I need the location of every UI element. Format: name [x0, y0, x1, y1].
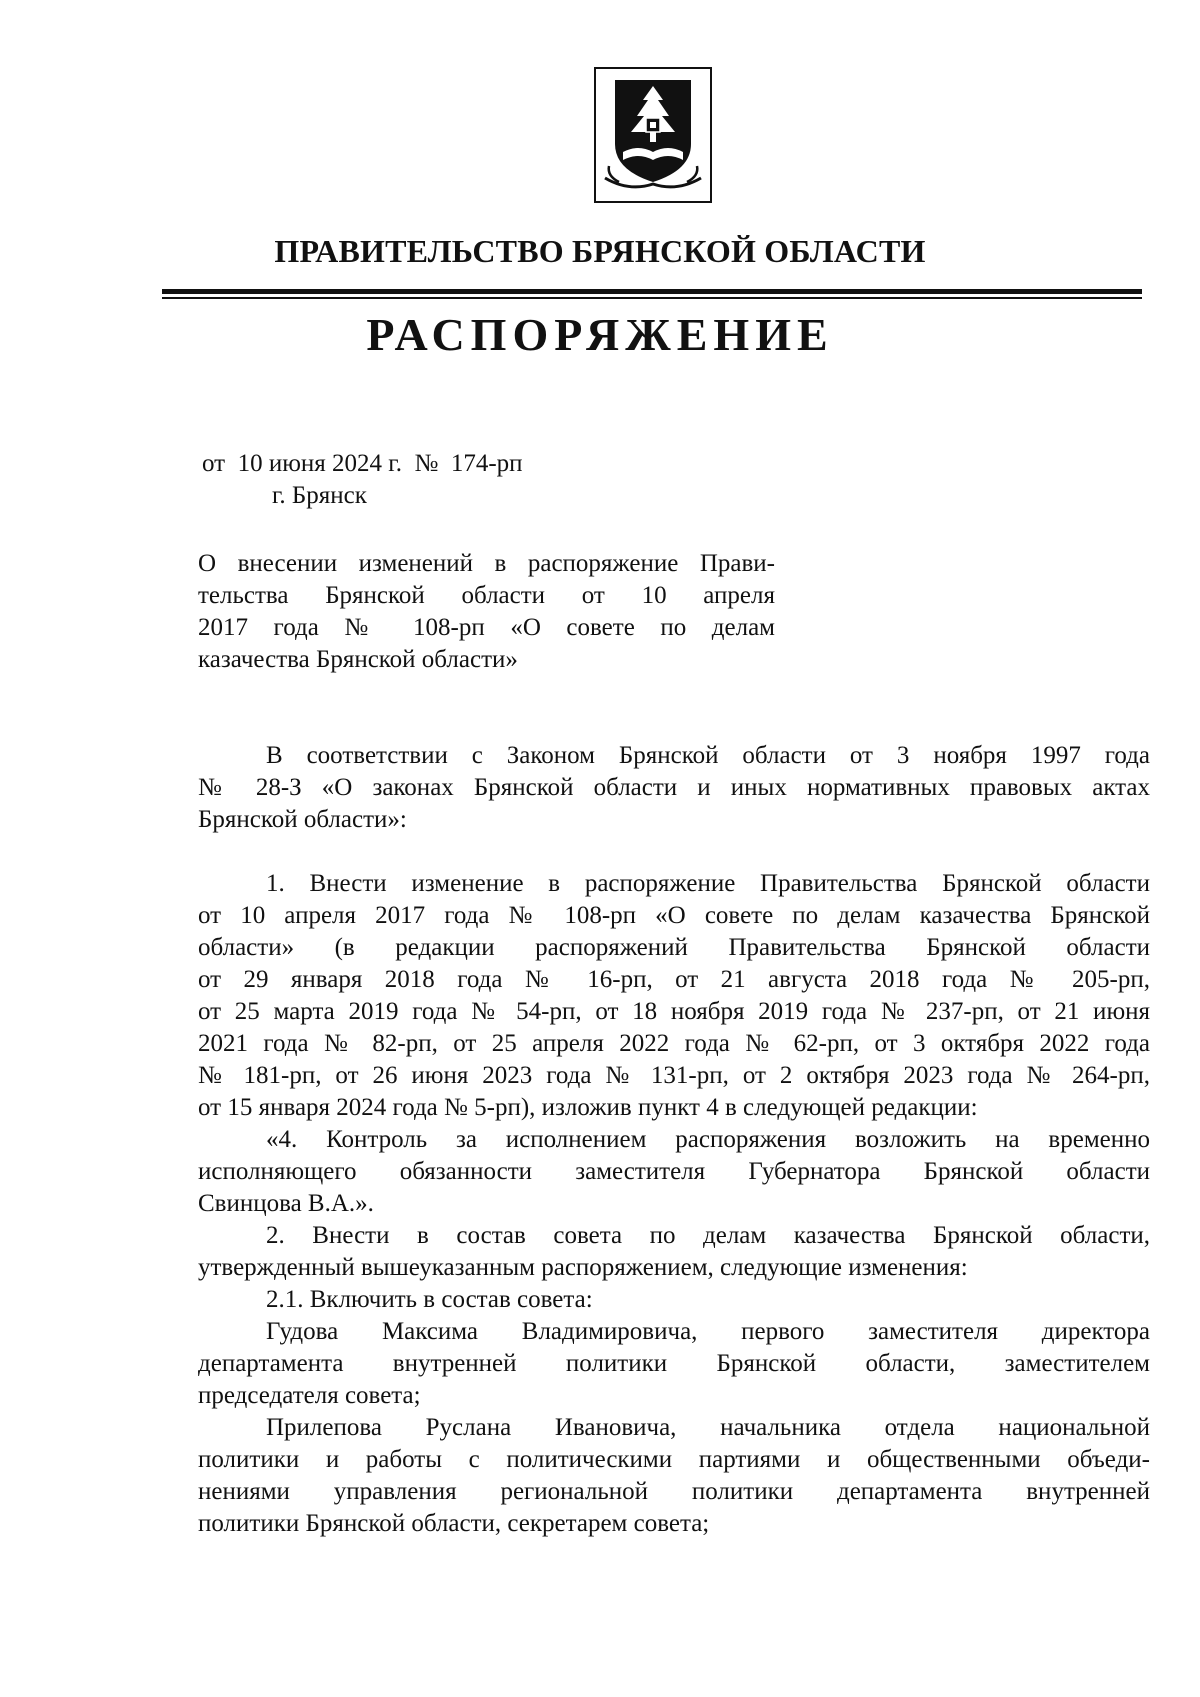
preamble-paragraph	[198, 740, 1150, 836]
document-body	[198, 740, 1150, 1540]
body-line: «4. Контроль за исполнением распоряжения возложить на временно	[266, 1126, 1150, 1153]
body-line: Гудова Максима Владимировича, первого заместителя директора	[266, 1318, 1150, 1345]
body-line: от 25 марта 2019 года № 54-рп, от 18 ноября 2019 года № 237-рп, от 21 июня	[198, 998, 1150, 1025]
body-line: от 29 января 2018 года № 16-рп, от 21 августа 2018 года № 205-рп,	[198, 966, 1150, 993]
header-divider-thin	[162, 297, 1142, 299]
document-city: г. Брянск	[272, 482, 367, 509]
body-line: нениями управления региональной политики департамента внутренней	[198, 1478, 1150, 1505]
body-line: Свинцова В.А.».	[198, 1190, 374, 1217]
body-line: политики и работы с политическими партиями и общественными объеди-	[198, 1446, 1150, 1473]
person-2-paragraph	[198, 1412, 1150, 1540]
subject-line: 2017 года № 108-рп «О совете по делам	[198, 614, 775, 641]
person-1-paragraph	[198, 1316, 1150, 1412]
document-type-title: РАСПОРЯЖЕНИЕ	[366, 309, 834, 360]
item-2-paragraph	[198, 1220, 1150, 1284]
item-1-quote-paragraph	[198, 1124, 1150, 1220]
item-2-1-paragraph	[198, 1284, 1150, 1316]
body-line: В соответствии с Законом Брянской области от 3 ноября 1997 года	[266, 742, 1150, 769]
body-line: от 15 января 2024 года № 5-рп), изложив пункт 4 в следующей редакции:	[198, 1094, 978, 1121]
header-divider-thick	[162, 289, 1142, 294]
body-line: 1. Внести изменение в распоряжение Правительства Брянской области	[266, 870, 1150, 897]
body-line: департамента внутренней политики Брянской области, заместителем	[198, 1350, 1150, 1377]
body-line: 2. Внести в состав совета по делам казачества Брянской области,	[266, 1222, 1150, 1249]
document-subject	[198, 548, 775, 676]
body-line: политики Брянской области, секретарем совета;	[198, 1510, 710, 1537]
body-line: Брянской области»:	[198, 806, 407, 833]
subject-line: О внесении изменений в распоряжение Прави-	[198, 550, 775, 577]
body-line: утвержденный вышеуказанным распоряжением, следующие изменения:	[198, 1254, 968, 1281]
body-line: Прилепова Руслана Ивановича, начальника отдела национальной	[266, 1414, 1150, 1441]
body-line: исполняющего обязанности заместителя Губернатора Брянской области	[198, 1158, 1150, 1185]
organization-name: ПРАВИТЕЛЬСТВО БРЯНСКОЙ ОБЛАСТИ	[274, 233, 926, 269]
subject-line: казачества Брянской области»	[198, 646, 518, 673]
paragraph-gap	[198, 836, 1150, 868]
document-date-number: от 10 июня 2024 г. № 174-рп	[202, 450, 523, 477]
body-line: № 28-З «О законах Брянской области и иных нормативных правовых актах	[198, 774, 1150, 801]
body-line: № 181-рп, от 26 июня 2023 года № 131-рп, от 2 октября 2023 года № 264-рп,	[198, 1062, 1150, 1089]
body-line: председателя совета;	[198, 1382, 421, 1409]
body-line: 2.1. Включить в состав совета:	[266, 1286, 593, 1313]
item-1-paragraph	[198, 868, 1150, 1124]
coat-of-arms-icon	[593, 66, 713, 204]
body-line: 2021 года № 82-рп, от 25 апреля 2022 года № 62-рп, от 3 октября 2022 года	[198, 1030, 1150, 1057]
body-line: от 10 апреля 2017 года № 108-рп «О совете по делам казачества Брянской	[198, 902, 1150, 929]
body-line: области» (в редакции распоряжений Правительства Брянской области	[198, 934, 1150, 961]
subject-line: тельства Брянской области от 10 апреля	[198, 582, 775, 609]
